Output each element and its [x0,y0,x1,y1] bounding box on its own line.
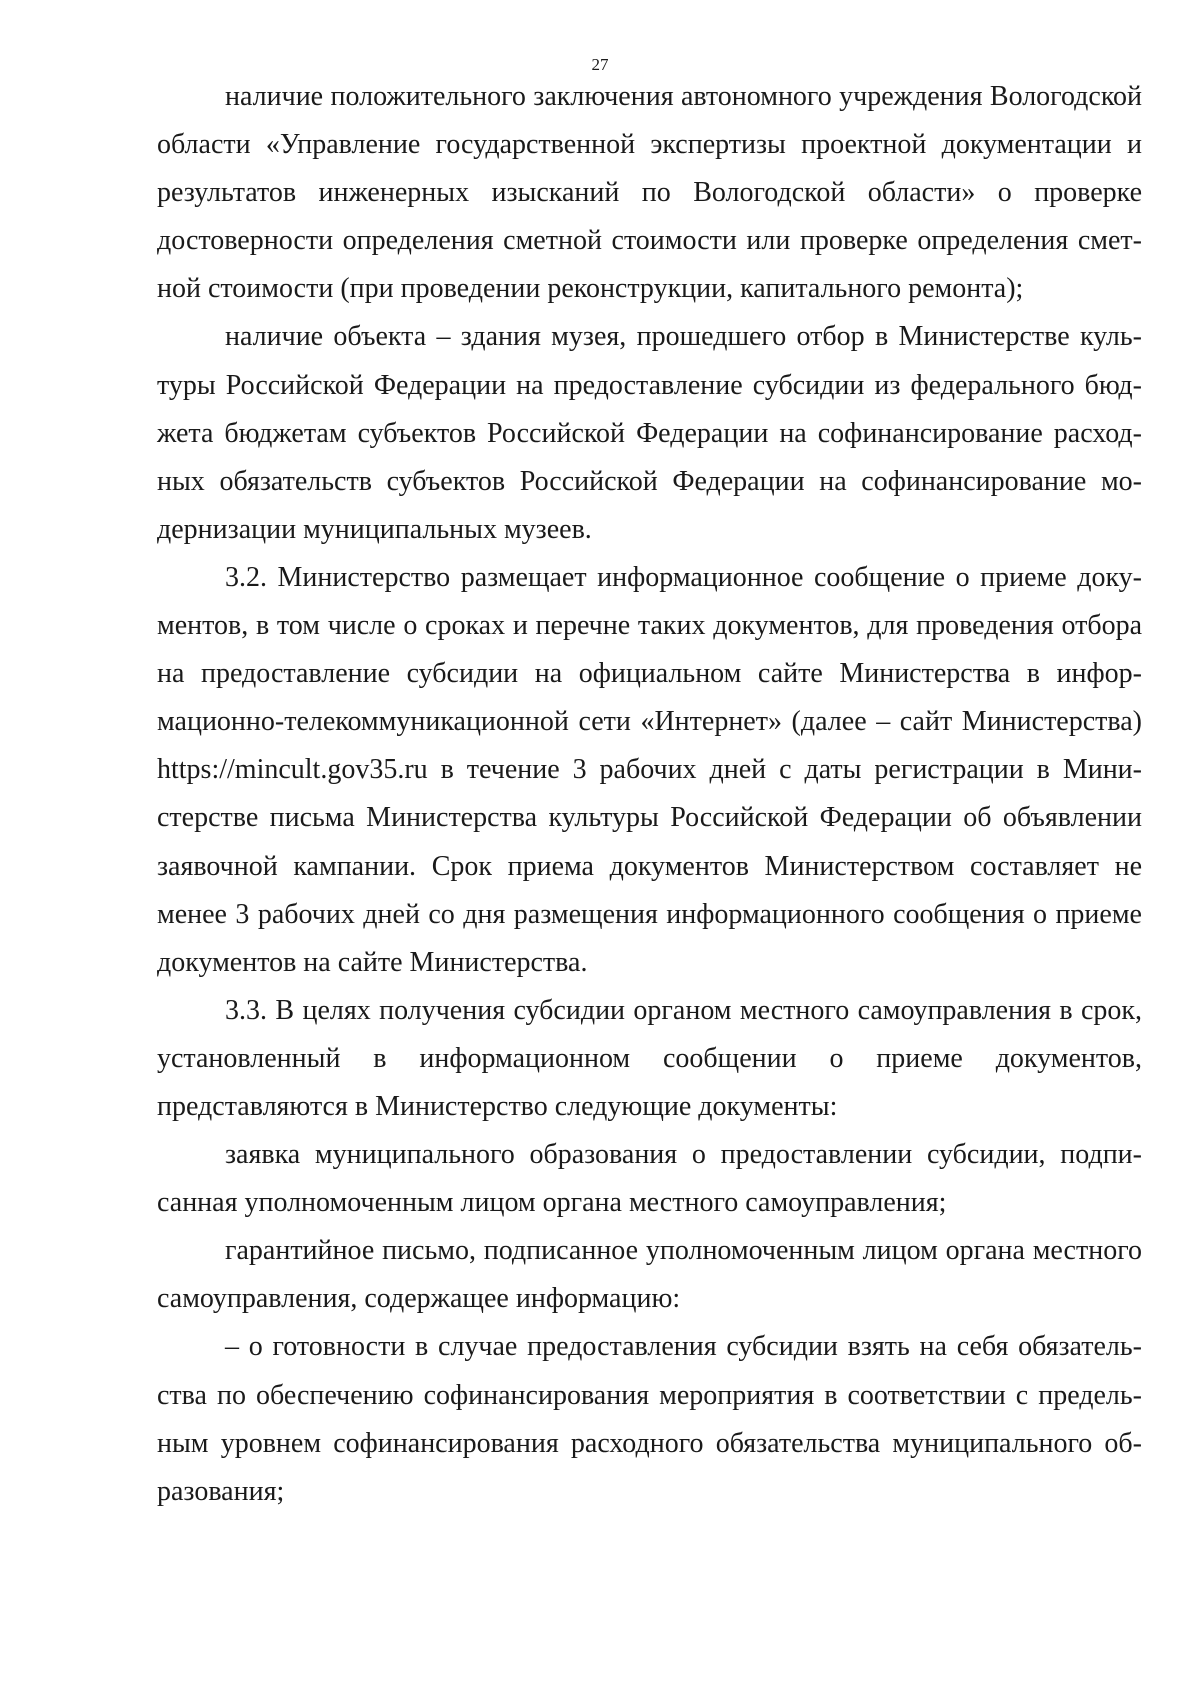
page-number: 27 [591,55,609,74]
paragraph-guarantee-letter: гарантийное письмо, подписанное уполномоченным лицом органа местного самоуправления, содержащее информацию: [157,1235,1142,1315]
paragraph-cofinancing-readiness: – о готовности в случае предоставления субсидии взять на себя обязательства по обеспечению софинансирования мероприятия в соответствии с предельным уровнем софинансирования расходного обязательства муниципального образования; [157,1331,1142,1507]
paragraph-museum-building: наличие объекта – здания музея, прошедшего отбор в Министерстве культуры Российской Федерации на предоставление субсидии из федерального бюджета бюджетам субъектов Российской Федерации на софинансирование расходных обязательств субъектов Российской Федерации на софинансирование модернизации муниципальных музеев. [157,321,1142,545]
paragraph-expertise-conclusion: наличие положительного заключения автономного учреждения Вологодской области «Управление государственной экспертизы проектной документации и результатов инженерных изысканий по Вологодской области» о проверке достоверности определения сметной стоимости или проверке определения сметной стоимости (при проведении реконструкции, капитального ремонта); [157,81,1142,305]
paragraph-application: заявка муниципального образования о предоставлении субсидии, подписанная уполномоченным лицом органа местного самоуправления; [157,1139,1142,1219]
document-body [157,73,1142,1516]
paragraph-3-2: 3.2. Министерство размещает информационное сообщение о приеме документов, в том числе о сроках и перечне таких документов, для проведения отбора на предоставление субсидии на официальном сайте Министерства в информационно-телекоммуникационной сети «Интернет» (далее – сайт Министерства) https://mincult.gov35.ru в течение 3 рабочих дней с даты регистрации в Министерстве письма Министерства культуры Российской Федерации об объявлении заявочной кампании. Срок приема документов Министерством составляет не менее 3 рабочих дней со дня размещения информационного сообщения о приеме документов на сайте Министерства. [157,561,1142,978]
paragraph-3-3: 3.3. В целях получения субсидии органом местного самоуправления в срок, установленный в информационном сообщении о приеме документов, представляются в Министерство следующие документы: [157,994,1142,1122]
